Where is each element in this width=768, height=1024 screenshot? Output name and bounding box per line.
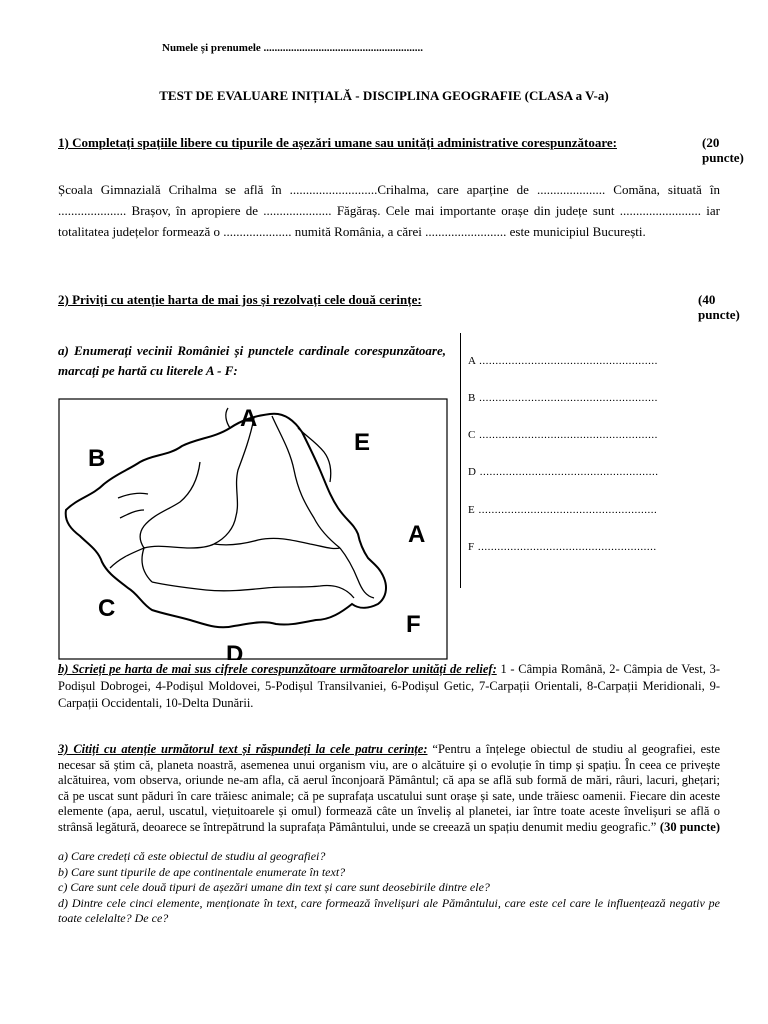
relief-line (226, 408, 230, 428)
q1-heading (58, 135, 744, 165)
q3-quote: “Pentru a înțelege obiectul de studiu al geografiei, este necesar să știm că, planeta noastră, asemenea unui organism viu, are o alcătuire și o evoluție în timp și spațiu. În ceea ce privește alcătuirea, vom observa, oriunde ne-am afla, că aerul înconjoară Pământul; că apa se află sub formă de mări, râuri, lacuri, ghețari; că pe uscat sunt păduri în care trăiesc animale; că pe suprafața uscatului sunt orașe și sate, unde trăiesc oamenii. Fiecare din aceste elemente (apa, aerul, uscatul, viețuitoarele și omul) formează câte un înveliș al planetei, iar între toate aceste învelișuri se află o strânsă legătură, deoarece se întrepătrund la suprafața Pământului, unde se creează un spațiu denumit mediu geografic.” (58, 742, 720, 834)
answer-divider (460, 333, 461, 588)
answer-line-d[interactable]: D ....................................................... (468, 466, 659, 478)
q2-task-a: a) Enumerați vecinii României și punctele cardinale corespunzătoare, marcați pe hartă cu literele A - F: (58, 343, 446, 378)
relief-line (118, 493, 148, 518)
q3-block (58, 742, 720, 835)
q3-question-d: d) Dintre cele cinci elemente, menționate în text, care formează învelișuri ale Pământului, care este cel care le influențează negativ pe toate celelalte? De ce? (58, 895, 720, 925)
map-letter-b: B (88, 445, 106, 472)
name-dots[interactable]: .......................................................... (263, 42, 424, 54)
q2-task-b-list: 1 - Câmpia Română, 2- Câmpia de Vest, 3-Podișul Dobrogei, 4-Podișul Moldovei, 5-Podișul Transilvaniei, 6-Podișul Getic, 7-Carpații Orientali, 8-Carpații Meridionali, 9-Carpații Occidentali, 10-Delta Dunării. (58, 662, 720, 710)
relief-line (140, 462, 200, 548)
answer-line-e[interactable]: E ....................................................... (468, 504, 658, 516)
relief-line (298, 428, 331, 482)
q2-task-b-label: b) Scrieți pe harta de mai sus cifrele corespunzătoare următoarelor unități de relief: (58, 662, 497, 676)
q2-points: (40 puncte) (698, 292, 740, 322)
map-letter-d: D (226, 641, 244, 660)
q3-points: (30 puncte) (659, 819, 720, 834)
map-letter-a-east: A (408, 521, 426, 548)
romania-outline-map (58, 398, 448, 660)
relief-line (152, 582, 354, 598)
q3-question-c: c) Care sunt cele două tipuri de așezări umane din text și care sunt deosebirile dintre ele? (58, 880, 490, 894)
page-title: TEST DE EVALUARE INIȚIALĂ - DISCIPLINA GEOGRAFIE (CLASA a V-a) (159, 88, 609, 103)
q2-heading-text: 2) Priviți cu atenție harta de mai jos și rezolvați cele două cerințe: (58, 292, 422, 307)
q3-question-a: a) Care credeți că este obiectul de studiu al geografiei? (58, 849, 326, 863)
map-frame (59, 399, 447, 659)
q1-points: (20 puncte) (702, 135, 744, 165)
map-letter-f: F (406, 611, 421, 638)
answer-line-c[interactable]: C ....................................................... (468, 429, 658, 441)
map-letter-a-north: A (240, 405, 258, 432)
relief-line (214, 538, 340, 548)
q3-heading: 3) Citiți cu atenție următorul text și răspundeți la cele patru cerințe: (58, 742, 428, 756)
answer-line-f[interactable]: F ....................................................... (468, 541, 657, 553)
name-label: Numele și prenumele (162, 42, 261, 54)
relief-line (110, 548, 152, 582)
q2-heading (58, 292, 740, 322)
q3-question-list (58, 849, 720, 927)
map-letter-c: C (98, 595, 116, 622)
relief-line (144, 544, 214, 548)
name-field-label (162, 42, 423, 54)
map-letter-e: E (354, 429, 371, 456)
q2-task-b (58, 661, 720, 712)
q3-question-b: b) Care sunt tipurile de ape continentale enumerate în text? (58, 864, 346, 879)
answer-line-a[interactable]: A ....................................................... (468, 355, 658, 367)
q1-text: Școala Gimnazială Crihalma se află în ...........................Crihalma, care aparține de ..................... Comăna, situată în ..................... Brașov, în apropiere de ..................... Făgăraș. Cele mai importante orașe din județe sunt ......................... iar totalitatea județelor formează o ..................... numită România, a cărei ......................... este municipiul București. (58, 182, 720, 239)
relief-line (214, 418, 254, 544)
q1-heading-text: 1) Completați spațiile libere cu tipurile de așezări umane sau unități administrative corespunzătoare: (58, 135, 617, 150)
answer-line-b[interactable]: B ....................................................... (468, 392, 658, 404)
